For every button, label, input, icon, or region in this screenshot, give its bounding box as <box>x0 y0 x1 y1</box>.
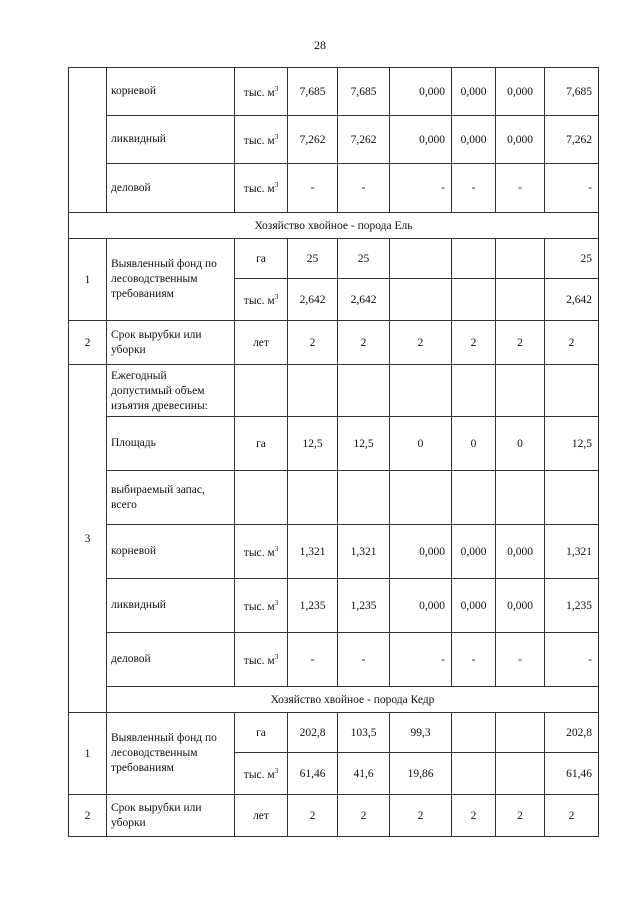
table-row <box>69 579 599 633</box>
value-cell: 7,685 <box>338 68 390 116</box>
value-cell: 2 <box>545 321 599 365</box>
value-cell: 7,685 <box>545 68 599 116</box>
row-label: корневой <box>107 525 235 579</box>
value-cell: - <box>452 164 496 213</box>
value-cell: 202,8 <box>288 713 338 753</box>
unit-cell: га <box>235 239 288 279</box>
value-cell: 25 <box>338 239 390 279</box>
row-label: Ежегодный допустимый объем изъятия древесины: <box>107 365 235 417</box>
value-cell: - <box>496 633 545 687</box>
value-cell: 1,321 <box>288 525 338 579</box>
value-cell: 0 <box>452 417 496 471</box>
table-row <box>69 633 599 687</box>
row-label: Площадь <box>107 417 235 471</box>
value-cell: 2 <box>338 321 390 365</box>
value-cell: 2 <box>496 321 545 365</box>
table-row <box>69 239 599 279</box>
value-cell: 1,321 <box>545 525 599 579</box>
page-number: 28 <box>314 38 326 52</box>
unit-cell: лет <box>235 321 288 365</box>
value-cell <box>452 713 496 753</box>
row-label: Выявленный фонд по лесоводственным требованиям <box>107 713 235 795</box>
value-cell: 7,262 <box>338 116 390 164</box>
value-cell: 202,8 <box>545 713 599 753</box>
forest-table <box>68 67 599 837</box>
table-row <box>69 795 599 837</box>
value-cell: - <box>390 164 452 213</box>
unit-cell: тыс. $м^3$ <box>235 753 288 795</box>
row-label: ликвидный <box>107 579 235 633</box>
table-row <box>69 164 599 213</box>
value-cell: 0,000 <box>452 579 496 633</box>
unit-cell: га <box>235 713 288 753</box>
section-title-spruce: Хозяйство хвойное - порода Ель <box>69 213 599 239</box>
unit-cell: тыс. $м^3$ <box>235 633 288 687</box>
unit-cell: тыс. $м^3$ <box>235 68 288 116</box>
unit-cell: тыс. $м^3$ <box>235 525 288 579</box>
unit-cell: лет <box>235 795 288 837</box>
value-cell: 0,000 <box>496 525 545 579</box>
value-cell: 0 <box>390 417 452 471</box>
value-cell: - <box>288 164 338 213</box>
unit-cell: тыс. $м^3$ <box>235 164 288 213</box>
value-cell: 7,685 <box>288 68 338 116</box>
row-label: Срок вырубки или уборки <box>107 795 235 837</box>
value-cell: 0,000 <box>390 579 452 633</box>
row-number: 3 <box>69 365 107 713</box>
row-label: ликвидный <box>107 116 235 164</box>
value-cell: 2 <box>390 321 452 365</box>
value-cell <box>496 239 545 279</box>
value-cell: 99,3 <box>390 713 452 753</box>
value-cell: - <box>288 633 338 687</box>
row-label: корневой <box>107 68 235 116</box>
value-cell: 2,642 <box>288 279 338 321</box>
row-number: 2 <box>69 321 107 365</box>
value-cell: 2 <box>496 795 545 837</box>
section-title-cedar: Хозяйство хвойное - порода Кедр <box>107 687 599 713</box>
table-row <box>69 417 599 471</box>
value-cell: 0,000 <box>496 579 545 633</box>
row-number: 1 <box>69 713 107 795</box>
value-cell: 0,000 <box>390 525 452 579</box>
value-cell: 19,86 <box>390 753 452 795</box>
value-cell <box>452 753 496 795</box>
value-cell <box>452 239 496 279</box>
value-cell: 0,000 <box>452 525 496 579</box>
table-row <box>69 116 599 164</box>
row-number: 2 <box>69 795 107 837</box>
unit-cell: га <box>235 417 288 471</box>
value-cell: 2,642 <box>338 279 390 321</box>
value-cell: 25 <box>288 239 338 279</box>
value-cell <box>496 279 545 321</box>
value-cell: 2 <box>452 321 496 365</box>
value-cell: 0 <box>496 417 545 471</box>
value-cell <box>390 239 452 279</box>
table-row <box>69 321 599 365</box>
value-cell: 1,235 <box>288 579 338 633</box>
value-cell: 0,000 <box>452 116 496 164</box>
value-cell: 12,5 <box>545 417 599 471</box>
value-cell: 61,46 <box>288 753 338 795</box>
table-row <box>69 68 599 116</box>
value-cell: 0,000 <box>496 116 545 164</box>
value-cell: 61,46 <box>545 753 599 795</box>
row-label: Выявленный фонд по лесоводственным требованиям <box>107 239 235 321</box>
value-cell: 1,235 <box>338 579 390 633</box>
row-label: выбираемый запас, всего <box>107 471 235 525</box>
value-cell: 103,5 <box>338 713 390 753</box>
row-number: 1 <box>69 239 107 321</box>
value-cell: 7,262 <box>545 116 599 164</box>
value-cell: 25 <box>545 239 599 279</box>
unit-cell: тыс. $м^3$ <box>235 116 288 164</box>
row-number-cell <box>69 68 107 213</box>
section-header-row <box>69 687 599 713</box>
table-row <box>69 471 599 525</box>
value-cell: 1,321 <box>338 525 390 579</box>
value-cell: - <box>545 633 599 687</box>
value-cell: - <box>390 633 452 687</box>
value-cell: - <box>338 164 390 213</box>
row-label: Срок вырубки или уборки <box>107 321 235 365</box>
table-row <box>69 525 599 579</box>
value-cell: 41,6 <box>338 753 390 795</box>
value-cell <box>390 279 452 321</box>
table-row <box>69 365 599 417</box>
row-label: деловой <box>107 633 235 687</box>
value-cell: 0,000 <box>496 68 545 116</box>
unit-cell: тыс. $м^3$ <box>235 279 288 321</box>
value-cell: 1,235 <box>545 579 599 633</box>
table-row <box>69 713 599 753</box>
value-cell: 2 <box>545 795 599 837</box>
value-cell: - <box>496 164 545 213</box>
value-cell: 12,5 <box>338 417 390 471</box>
value-cell: 12,5 <box>288 417 338 471</box>
value-cell: 2 <box>338 795 390 837</box>
section-header-row <box>69 213 599 239</box>
value-cell: - <box>452 633 496 687</box>
value-cell <box>496 713 545 753</box>
value-cell: 0,000 <box>390 68 452 116</box>
value-cell: 2 <box>390 795 452 837</box>
value-cell <box>452 279 496 321</box>
value-cell: 7,262 <box>288 116 338 164</box>
value-cell: 2,642 <box>545 279 599 321</box>
value-cell: 2 <box>452 795 496 837</box>
row-label: деловой <box>107 164 235 213</box>
value-cell: - <box>338 633 390 687</box>
value-cell: 0,000 <box>390 116 452 164</box>
value-cell: - <box>545 164 599 213</box>
value-cell: 2 <box>288 795 338 837</box>
value-cell: 0,000 <box>452 68 496 116</box>
unit-cell: тыс. $м^3$ <box>235 579 288 633</box>
value-cell: 2 <box>288 321 338 365</box>
value-cell <box>496 753 545 795</box>
